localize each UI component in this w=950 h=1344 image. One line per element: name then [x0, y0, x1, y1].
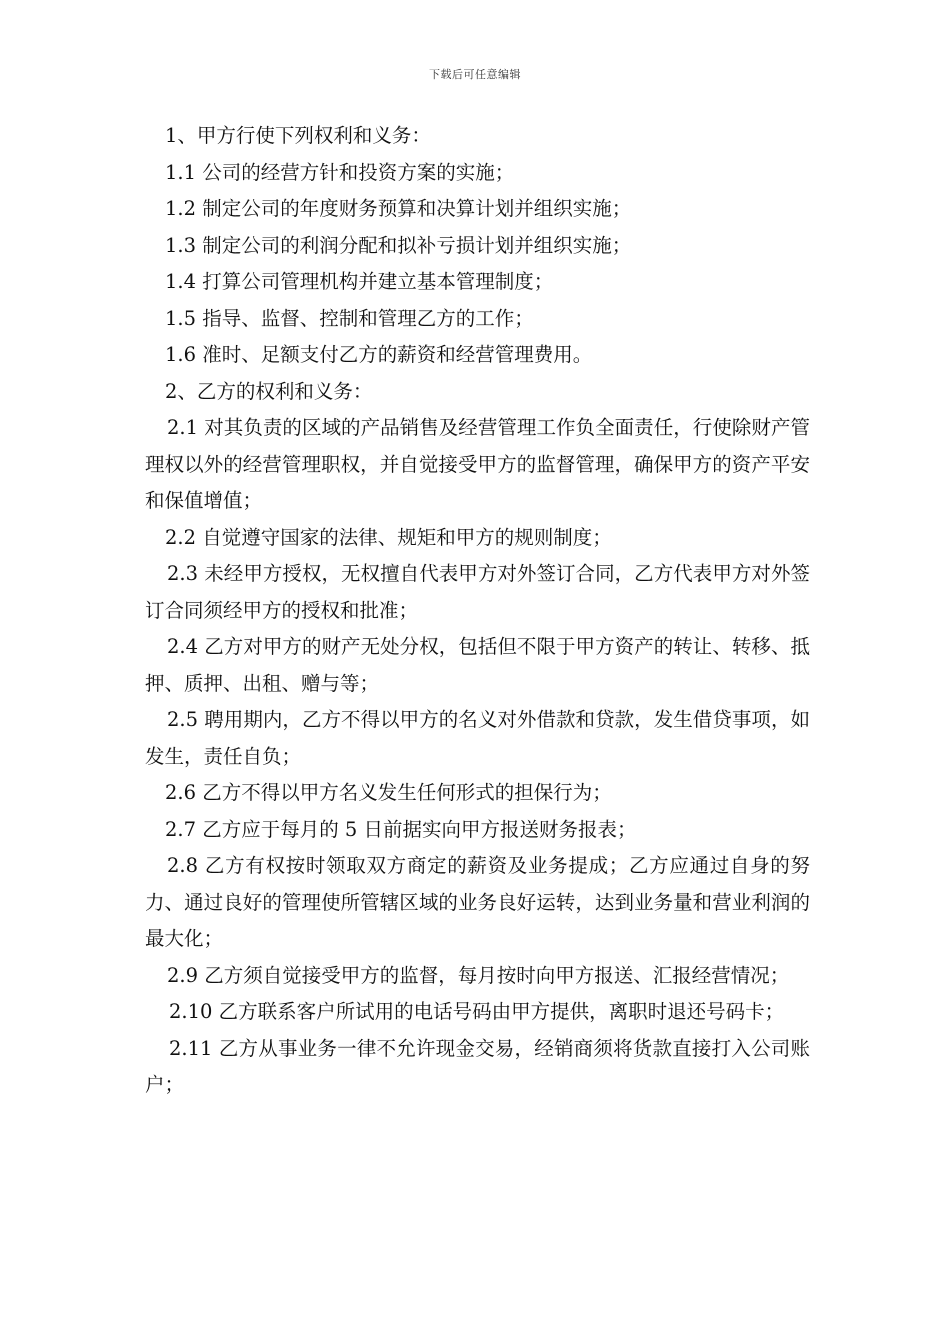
paragraph: 1.4 打算公司管理机构并建立基本管理制度； [165, 270, 554, 293]
paragraph: 1、甲方行使下列权利和义务： [165, 124, 431, 147]
paragraph: 2.7 乙方应于每月的 5 日前据实向甲方报送财务报表； [165, 817, 637, 841]
paragraph: 2.8 乙方有权按时领取双方商定的薪资及业务提成；乙方应通过自身的努力、通过良好的管理使所管辖区域的业务良好运转，达到业务量和营业利润的最大化； [145, 854, 810, 950]
paragraph: 1.5 指导、监督、控制和管理乙方的工作； [165, 306, 534, 330]
paragraph: 2.11 乙方从事业务一律不允许现金交易，经销商须将货款直接打入公司账户； [145, 1036, 810, 1096]
paragraph: 1.3 制定公司的利润分配和拟补亏损计划并组织实施； [165, 233, 632, 257]
paragraph: 1.1 公司的经营方针和投资方案的实施； [165, 160, 515, 184]
paragraph: 2.5 聘用期内，乙方不得以甲方的名义对外借款和贷款，发生借贷事项，如发生，责任自负； [145, 708, 810, 768]
paragraph: 2、乙方的权利和义务： [165, 379, 373, 403]
paragraph: 2.1 对其负责的区域的产品销售及经营管理工作负全面责任，行使除财产管理权以外的经营管理职权，并自觉接受甲方的监督管理，确保甲方的资产平安和保值增值； [145, 416, 810, 512]
paragraph: 2.10 乙方联系客户所试用的电话号码由甲方提供，离职时退还号码卡； [169, 1000, 785, 1023]
paragraph: 2.3 未经甲方授权，无权擅自代表甲方对外签订合同，乙方代表甲方对外签订合同须经甲方的授权和批准； [145, 562, 810, 622]
paragraph: 2.6 乙方不得以甲方名义发生任何形式的担保行为； [165, 781, 612, 804]
paragraph: 2.2 自觉遵守国家的法律、规矩和甲方的规则制度； [165, 525, 612, 549]
paragraph: 1.2 制定公司的年度财务预算和决算计划并组织实施； [165, 197, 632, 220]
page-header: 下载后可任意编辑 [429, 68, 521, 81]
paragraph: 1.6 准时、足额支付乙方的薪资和经营管理费用。 [165, 343, 593, 366]
document-body [145, 118, 810, 1104]
paragraph: 2.9 乙方须自觉接受甲方的监督，每月按时向甲方报送、汇报经营情况； [167, 963, 790, 987]
paragraph: 2.4 乙方对甲方的财产无处分权，包括但不限于甲方资产的转让、转移、抵押、质押、出租、赠与等； [145, 635, 810, 695]
